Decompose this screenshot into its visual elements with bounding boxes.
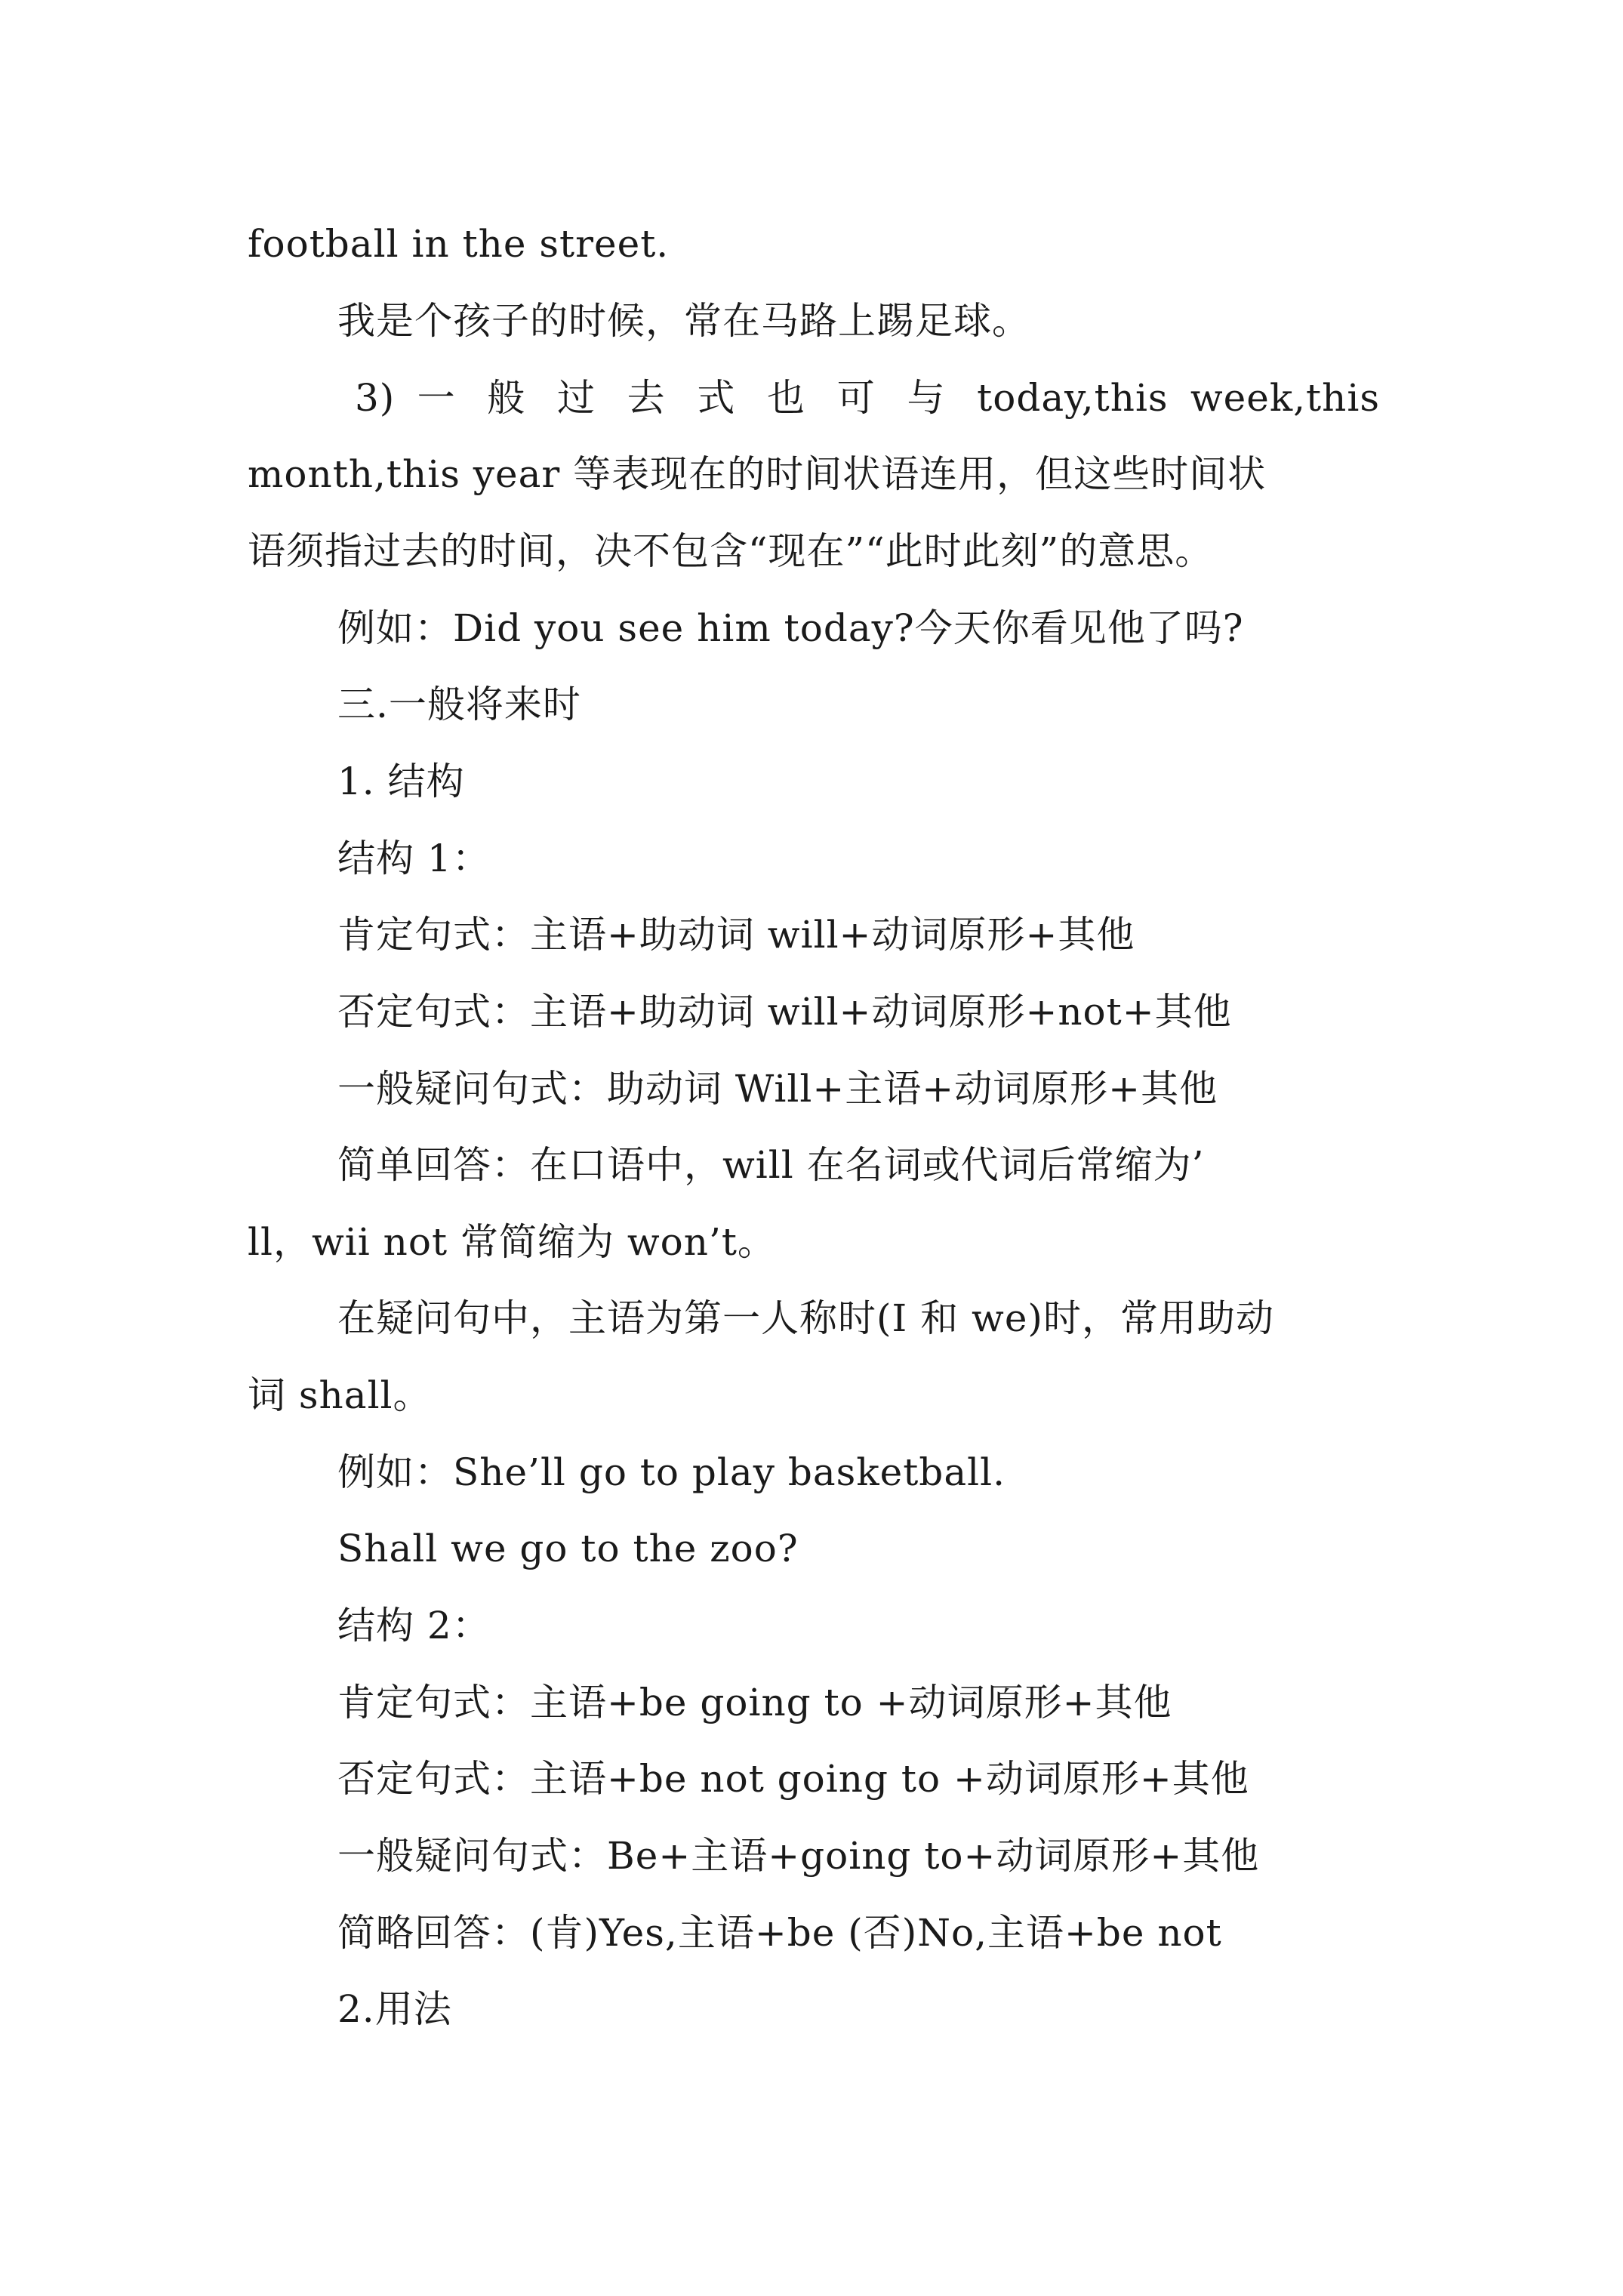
text-line-15: 在疑问句中，主语为第一人称时(I 和 we)时，常用助动	[337, 1296, 1274, 1340]
subheading-structure: 1. 结构	[337, 760, 465, 803]
text-line-1: football in the street.	[248, 222, 670, 266]
structure-1-label: 结构 1：	[337, 837, 491, 880]
text-line-12: 一般疑问句式：助动词 Will+主语+动词原形+其他	[337, 1067, 1218, 1111]
text-line-13: 简单回答：在口语中，will 在名词或代词后常缩为’	[337, 1143, 1205, 1187]
text-line-16: 词 shall。	[248, 1373, 432, 1417]
text-line-23: 简略回答：(肯)Yes,主语+be (否)No,主语+be not	[337, 1911, 1222, 1955]
text-line-20: 肯定句式：主语+be going to +动词原形+其他	[337, 1681, 1172, 1724]
text-line-2: 我是个孩子的时候，常在马路上踢足球。	[337, 299, 1030, 343]
text-line-22: 一般疑问句式：Be+主语+going to+动词原形+其他	[337, 1834, 1260, 1878]
section-heading: 三.一般将来时	[337, 683, 581, 726]
text-line-18: Shall we go to the zoo?	[337, 1527, 799, 1570]
text-line-10: 肯定句式：主语+助动词 will+动词原形+其他	[337, 913, 1135, 957]
subheading-usage: 2.用法	[337, 1987, 452, 2031]
text-line-17: 例如：She’ll go to play basketball.	[337, 1450, 1006, 1494]
structure-2-label: 结构 2：	[337, 1604, 491, 1647]
text-line-21: 否定句式：主语+be not going to +动词原形+其他	[337, 1757, 1249, 1801]
text-line-3: 3) 一 般 过 去 式 也 可 与 today,this week,this	[355, 376, 1380, 420]
text-line-6: 例如：Did you see him today?今天你看见他了吗?	[337, 606, 1244, 650]
text-line-5: 语须指过去的时间，决不包含“现在”“此时此刻”的意思。	[248, 529, 1214, 573]
text-line-11: 否定句式：主语+助动词 will+动词原形+not+其他	[337, 990, 1232, 1034]
text-line-4: month,this year 等表现在的时间状语连用，但这些时间状	[248, 452, 1267, 496]
text-line-14: ll，wii not 常简缩为 won’t。	[248, 1220, 776, 1264]
